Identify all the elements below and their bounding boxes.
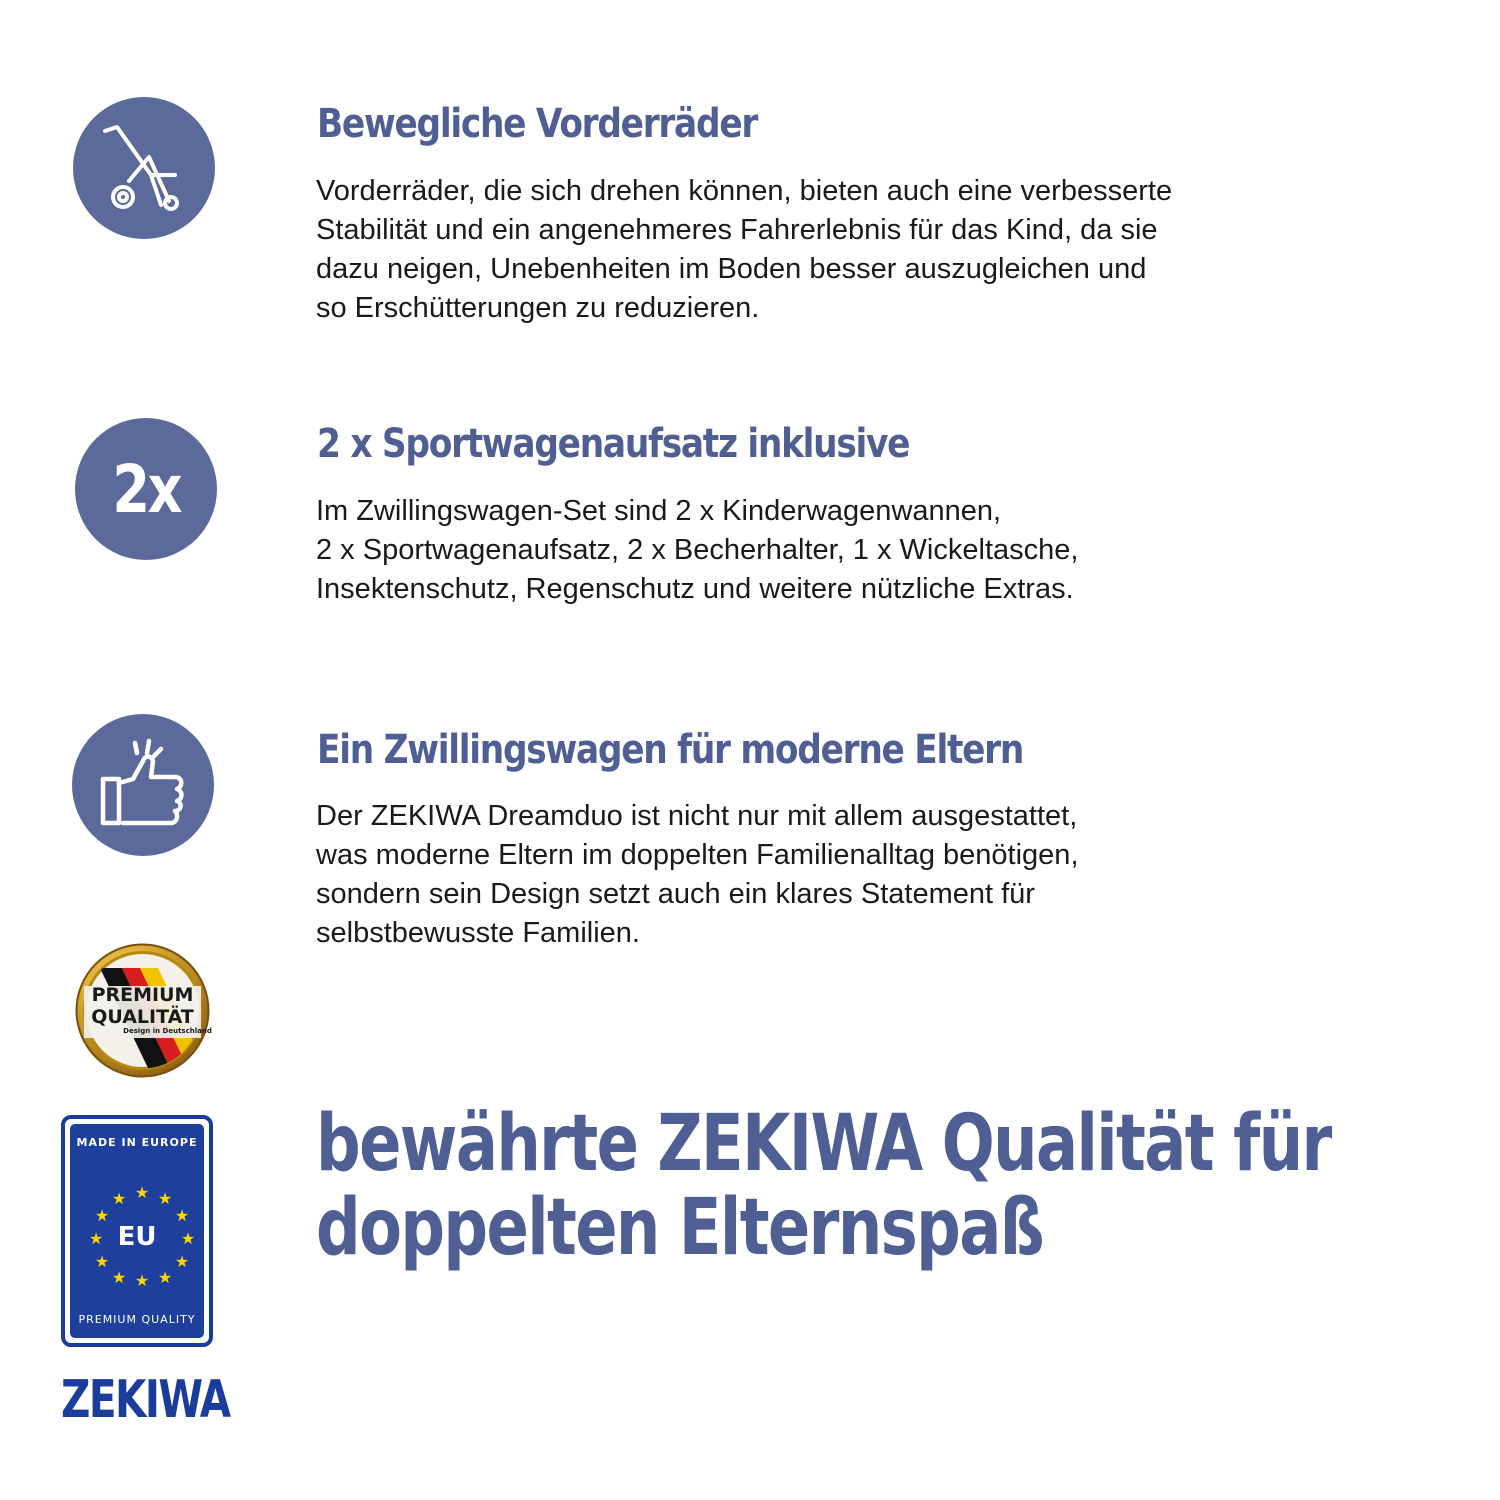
svg-text:★: ★ bbox=[134, 1273, 150, 1290]
brand-logo-text: ZEKIWA bbox=[61, 1370, 230, 1430]
svg-text:★: ★ bbox=[88, 1231, 104, 1248]
premium-quality-seal bbox=[60, 928, 225, 1093]
feature-title: 2 x Sportwagenaufsatz inklusive bbox=[317, 421, 910, 467]
svg-text:★: ★ bbox=[174, 1254, 190, 1271]
eu-badge-bottom-text: PREMIUM QUALITY bbox=[78, 1313, 196, 1326]
stroller-icon-badge bbox=[73, 97, 215, 239]
feature-text: Der ZEKIWA Dreamduo ist nicht nur mit allem ausgestattet, was moderne Eltern im doppelten Familienalltag benötigen, sondern sein Design setzt auch ein klares Statement für selbstbewusste Familien. bbox=[316, 800, 1079, 949]
made-in-europe-badge bbox=[61, 1115, 213, 1347]
thumbs-up-icon bbox=[93, 735, 193, 835]
seal-line-2: QUALITÄT bbox=[91, 1006, 194, 1028]
two-x-label: 2x bbox=[112, 450, 180, 528]
svg-text:★: ★ bbox=[94, 1208, 110, 1225]
svg-text:★: ★ bbox=[157, 1270, 173, 1287]
svg-text:★: ★ bbox=[94, 1254, 110, 1271]
svg-text:★: ★ bbox=[157, 1191, 173, 1208]
stroller-icon bbox=[99, 123, 189, 213]
svg-text:★: ★ bbox=[174, 1208, 190, 1225]
eu-badge-code: EU bbox=[117, 1222, 157, 1252]
svg-text:★: ★ bbox=[111, 1270, 127, 1287]
seal-line-1: PREMIUM bbox=[91, 984, 194, 1006]
seal-line-3: Design in Deutschland bbox=[123, 1027, 212, 1035]
thumbs-up-icon-badge bbox=[72, 714, 214, 856]
feature-text: Vorderräder, die sich drehen können, bieten auch eine verbesserte Stabilität und ein angenehmeres Fahrerlebnis für das Kind, da sie dazu neigen, Unebenheiten im Boden besser auszugleichen und so Erschütterungen zu reduzieren. bbox=[316, 175, 1173, 324]
feature-text: Im Zwillingswagen-Set sind 2 x Kinderwagenwannen, 2 x Sportwagenaufsatz, 2 x Becherhalter, 1 x Wickeltasche, Insektenschutz, Regenschutz und weitere nützliche Extras. bbox=[316, 495, 1079, 605]
tagline: bewährte ZEKIWA Qualität für doppelten Elternspaß bbox=[316, 1099, 1331, 1273]
feature-title: Ein Zwillingswagen für moderne Eltern bbox=[317, 727, 1024, 773]
two-x-icon bbox=[75, 418, 217, 560]
eu-badge-top-text: MADE IN EUROPE bbox=[76, 1136, 198, 1149]
feature-title: Bewegliche Vorderräder bbox=[317, 101, 758, 147]
svg-text:★: ★ bbox=[111, 1191, 127, 1208]
svg-text:★: ★ bbox=[180, 1231, 196, 1248]
svg-text:★: ★ bbox=[134, 1185, 150, 1202]
